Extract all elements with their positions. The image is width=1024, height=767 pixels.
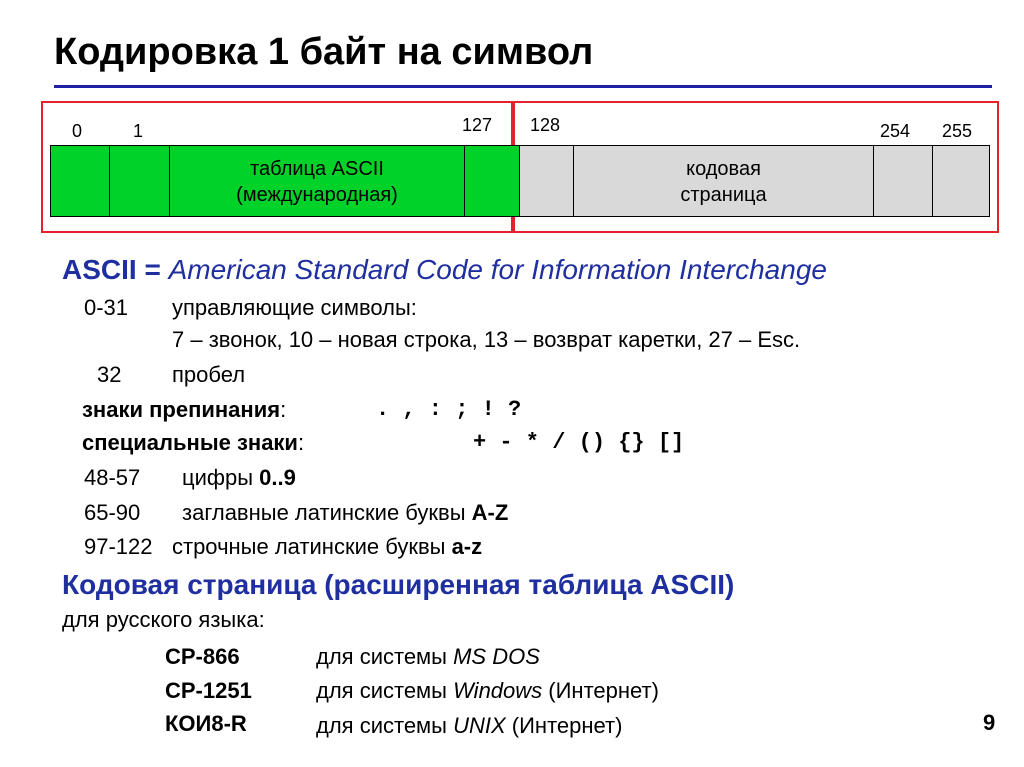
digits-bold: 0..9 (259, 465, 296, 490)
ascii-cell-1 (109, 145, 170, 217)
encoding-desc-cp866 (316, 643, 540, 671)
title-divider (54, 85, 992, 88)
encoding-desc-cp1251 (316, 677, 659, 705)
codepage-cell-254 (873, 145, 933, 217)
upper-text: заглавные латинские буквы (182, 500, 472, 525)
control-text: управляющие символы: (172, 295, 417, 320)
punctuation-label (82, 396, 286, 424)
codepage-label-line1: кодовая (686, 158, 761, 180)
code-label-255: 255 (942, 121, 973, 141)
ascii-definition-expansion: American Standard Code for Information Interchange (168, 254, 827, 285)
digits-text: цифры (182, 465, 260, 490)
encoding-name-cp866-text: CP-866 (165, 644, 240, 669)
control-examples: 7 – звонок, 10 – новая строка, 13 – возврат каретки, 27 – Esc. (172, 327, 801, 352)
encoding-system-cp1251: Windows (453, 678, 543, 703)
ascii-table-label-line1: таблица ASCII (250, 158, 384, 180)
digits-desc (182, 464, 296, 492)
control-range: 0-31 (84, 295, 129, 320)
codepage-cell-255 (932, 145, 990, 217)
ascii-definition-prefix: ASCII = (62, 254, 161, 285)
special-colon: : (297, 430, 305, 455)
lower-text: строчные латинские буквы (172, 534, 452, 559)
codepage-heading-text: Кодовая страница (расширенная таблица ASCII) (62, 569, 735, 600)
encoding-prefix-cp866: для системы (316, 644, 454, 669)
encoding-suffix-koi8r: (Интернет) (505, 713, 623, 738)
lower-desc (172, 533, 482, 561)
encoding-system-koi8r: UNIX (453, 713, 506, 738)
code-label-0: 0 (72, 121, 83, 141)
special-chars: + - * / () {} [] (473, 430, 685, 455)
punctuation-chars: . , : ; ! ? (376, 397, 522, 422)
encoding-name-cp1251-text: CP-1251 (165, 678, 252, 703)
ascii-definition (62, 253, 827, 287)
encoding-prefix-cp1251: для системы (316, 678, 454, 703)
encoding-name-koi8r-text: КОИ8-R (165, 711, 247, 736)
page-title: Кодировка 1 байт на символ (54, 31, 594, 73)
encoding-suffix-cp1251: (Интернет) (542, 678, 659, 703)
code-label-1: 1 (133, 121, 144, 141)
encoding-name-cp1251 (165, 677, 252, 705)
punctuation-colon: : (280, 397, 287, 422)
codepage-label (573, 156, 874, 208)
codepage-label-line2: страница (680, 184, 767, 206)
encoding-prefix-koi8r: для системы (316, 713, 454, 738)
special-label-text: специальные знаки (82, 430, 298, 455)
codepage-heading (62, 568, 734, 602)
special-label (82, 429, 304, 457)
ascii-cell-127 (464, 145, 520, 217)
encoding-system-cp866: MS DOS (453, 644, 540, 669)
ascii-cell-0 (50, 145, 110, 217)
upper-range: 65-90 (84, 500, 141, 525)
code-label-128: 128 (530, 115, 561, 135)
upper-desc (182, 499, 508, 527)
ascii-table-label (169, 156, 465, 208)
digits-range: 48-57 (84, 465, 141, 490)
code-label-254: 254 (880, 121, 911, 141)
space-text: пробел (172, 362, 246, 387)
page-number: 9 (983, 710, 996, 735)
upper-bold: A-Z (471, 500, 509, 525)
encoding-desc-koi8r (316, 712, 622, 740)
codepage-cell-128 (519, 145, 574, 217)
lower-range: 97-122 (84, 534, 153, 559)
punctuation-label-text: знаки препинания (82, 397, 281, 422)
russian-intro: для русского языка: (62, 607, 265, 632)
code-label-127: 127 (462, 115, 493, 135)
encoding-name-koi8r (165, 710, 247, 738)
space-code: 32 (97, 362, 122, 387)
ascii-table-label-line2: (международная) (236, 184, 398, 206)
lower-bold: a-z (451, 534, 483, 559)
encoding-name-cp866 (165, 643, 240, 671)
